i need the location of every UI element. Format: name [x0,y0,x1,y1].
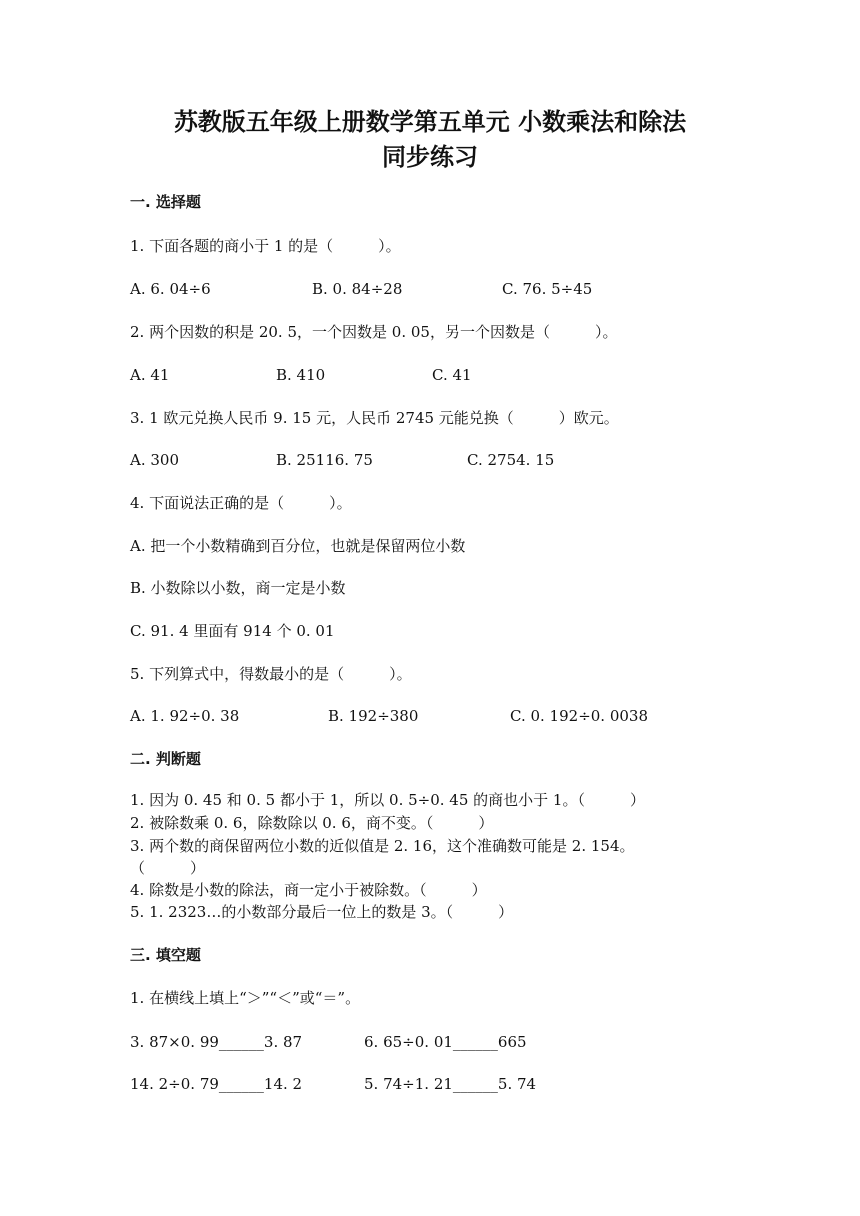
option-a: A. 41 [130,366,170,384]
option-b: B. 25116. 75 [276,451,373,469]
comparison-item: 14. 2÷0. 79______14. 2 [130,1075,303,1093]
option-a: A. 1. 92÷0. 38 [130,707,240,725]
judgement-item: 4. 除数是小数的除法，商一定小于被除数。（ ） [130,881,487,899]
page-title: 苏教版五年级上册数学第五单元 小数乘法和除法 [173,108,687,136]
judgement-item: 2. 被除数乘 0. 6，除数除以 0. 6，商不变。（ ） [130,814,494,832]
option-b: B. 小数除以小数，商一定是小数 [130,579,346,597]
question-stem: 1. 下面各题的商小于 1 的是（ ）。 [130,237,401,255]
comparison-item: 6. 65÷0. 01______665 [364,1033,527,1051]
option-c: C. 91. 4 里面有 914 个 0. 01 [130,622,335,640]
comparison-item: 3. 87×0. 99______3. 87 [130,1033,303,1051]
option-c: C. 41 [432,366,472,384]
option-b: B. 0. 84÷28 [312,280,403,298]
judgement-item: 5. 1. 2323…的小数部分最后一位上的数是 3。（ ） [130,903,514,921]
section-heading-fill: 三. 填空题 [130,946,201,964]
judgement-item: 1. 因为 0. 45 和 0. 5 都小于 1，所以 0. 5÷0. 45 的商也小于 1。（ ） [130,791,645,809]
question-stem: 2. 两个因数的积是 20. 5，一个因数是 0. 05，另一个因数是（ ）。 [130,323,618,341]
option-c: C. 0. 192÷0. 0038 [510,707,649,725]
section-heading-choice: 一. 选择题 [130,193,201,211]
option-a: A. 把一个小数精确到百分位，也就是保留两位小数 [130,537,466,555]
option-b: B. 410 [276,366,326,384]
option-a: A. 300 [130,451,179,469]
page-subtitle: 同步练习 [382,143,478,171]
judgement-item: 3. 两个数的商保留两位小数的近似值是 2. 16，这个准确数可能是 2. 154。 [130,837,635,855]
option-a: A. 6. 04÷6 [130,280,211,298]
option-b: B. 192÷380 [328,707,419,725]
section-heading-judgement: 二. 判断题 [130,750,201,768]
question-stem: 5. 下列算式中，得数最小的是（ ）。 [130,665,412,683]
judgement-item-continuation: （ ） [130,859,206,877]
option-c: C. 76. 5÷45 [502,280,593,298]
option-c: C. 2754. 15 [467,451,555,469]
question-stem: 1. 在横线上填上“＞”“＜”或“＝”。 [130,989,361,1007]
comparison-item: 5. 74÷1. 21______5. 74 [364,1075,537,1093]
question-stem: 4. 下面说法正确的是（ ）。 [130,494,352,512]
question-stem: 3. 1 欧元兑换人民币 9. 15 元，人民币 2745 元能兑换（ ）欧元。 [130,409,619,427]
